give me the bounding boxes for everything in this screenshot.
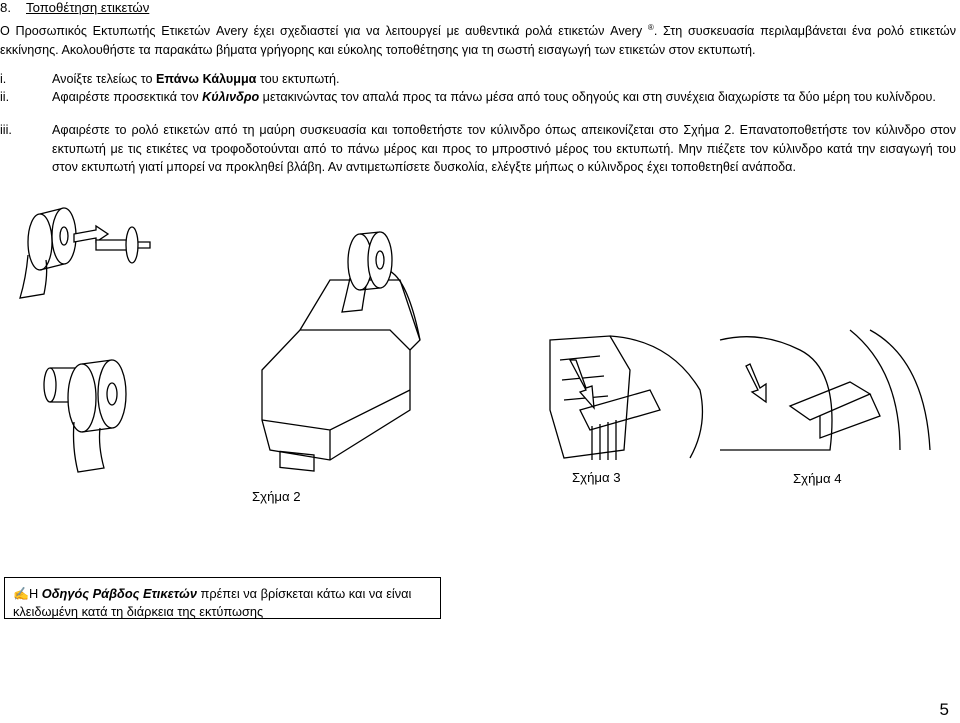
figure-3-caption: Σχήμα 3 [572, 470, 621, 485]
arrow-icon [746, 364, 766, 402]
figure-2-caption: Σχήμα 2 [252, 489, 301, 504]
section-title: Τοποθέτηση ετικετών [26, 0, 150, 15]
figure-4-caption: Σχήμα 4 [793, 471, 842, 486]
section-number: 8. [0, 0, 11, 15]
step-emphasis: Κύλινδρο [202, 90, 260, 104]
label-roll-top [20, 208, 76, 298]
figure-3-drawing [540, 330, 710, 468]
section-heading [0, 0, 149, 15]
figure-2-drawing [0, 200, 430, 480]
intro-text-1: Ο Προσωπικός Εκτυπωτής Ετικετών Avery έχει σχεδιαστεί για να λειτουργεί με αυθεντικά ρολά ετικετών Avery [0, 24, 643, 39]
note-emphasis: Οδηγός Ράβδος Ετικετών [41, 586, 197, 601]
note-box: ✍Η Οδηγός Ράβδος Ετικετών πρέπει να βρίσκεται κάτω και να είναι κλειδωμένη κατά τη διάρκεια της εκτύπωσης [4, 577, 441, 619]
page-number: 5 [939, 700, 949, 719]
printer-drawing [262, 232, 420, 471]
step-label: i. [0, 72, 7, 86]
figure-4-drawing [720, 330, 950, 460]
step-text: Αφαιρέστε το ρολό ετικετών από τη μαύρη συσκευασία και τοποθετήστε τον κύλινδρο όπως απεικονίζεται στο Σχήμα 2. Επανατοποθετήστε τον κύλινδρο στον εκτυπωτή με τις ετικέτες να τροφοδοτούνται από το πάνω μέρος και προς το μπροστινό μέρος του εκτυπωτή. Μην πιέζετε τον κύλινδρο κατά την εισαγωγή του στον εκτυπωτή γιατί μπορεί να προκληθεί βλάβη. Αν αντιμετωπίσετε δυσκολία, ελέγξτε μήπως ο κύλινδρος έχει τοποθετηθεί ανάποδα. [52, 123, 956, 174]
step-text: Αφαιρέστε προσεκτικά τον Κύλινδρο μετακινώντας τον απαλά προς τα πάνω μέσα από τους οδηγούς και στη συνέχεια διαχωρίστε τα δύο μέρη του κυλίνδρου. [52, 90, 936, 104]
writing-hand-icon: ✍ [13, 586, 29, 601]
registered-mark: ® [647, 23, 654, 32]
label-roll-bottom [44, 360, 126, 472]
intro-paragraph [0, 19, 956, 59]
step-emphasis: Επάνω Κάλυμμα [156, 72, 257, 86]
intro-text-2: . Στη συσκευασία περιλαμβάνεται ένα ρολό ετικετών εκκίνησης. Ακολουθήστε τα παρακάτω βήματα γρήγορης και εύκολης τοποθέτησης για τη σωστή εισαγωγή των ετικετών στον εκτυπωτή. [0, 24, 956, 57]
step-label: ii. [0, 90, 10, 104]
step-label: iii. [0, 123, 12, 137]
arrow-icon [570, 360, 594, 408]
step-text: Ανοίξτε τελείως το Επάνω Κάλυμμα του εκτυπωτή. [52, 72, 340, 86]
